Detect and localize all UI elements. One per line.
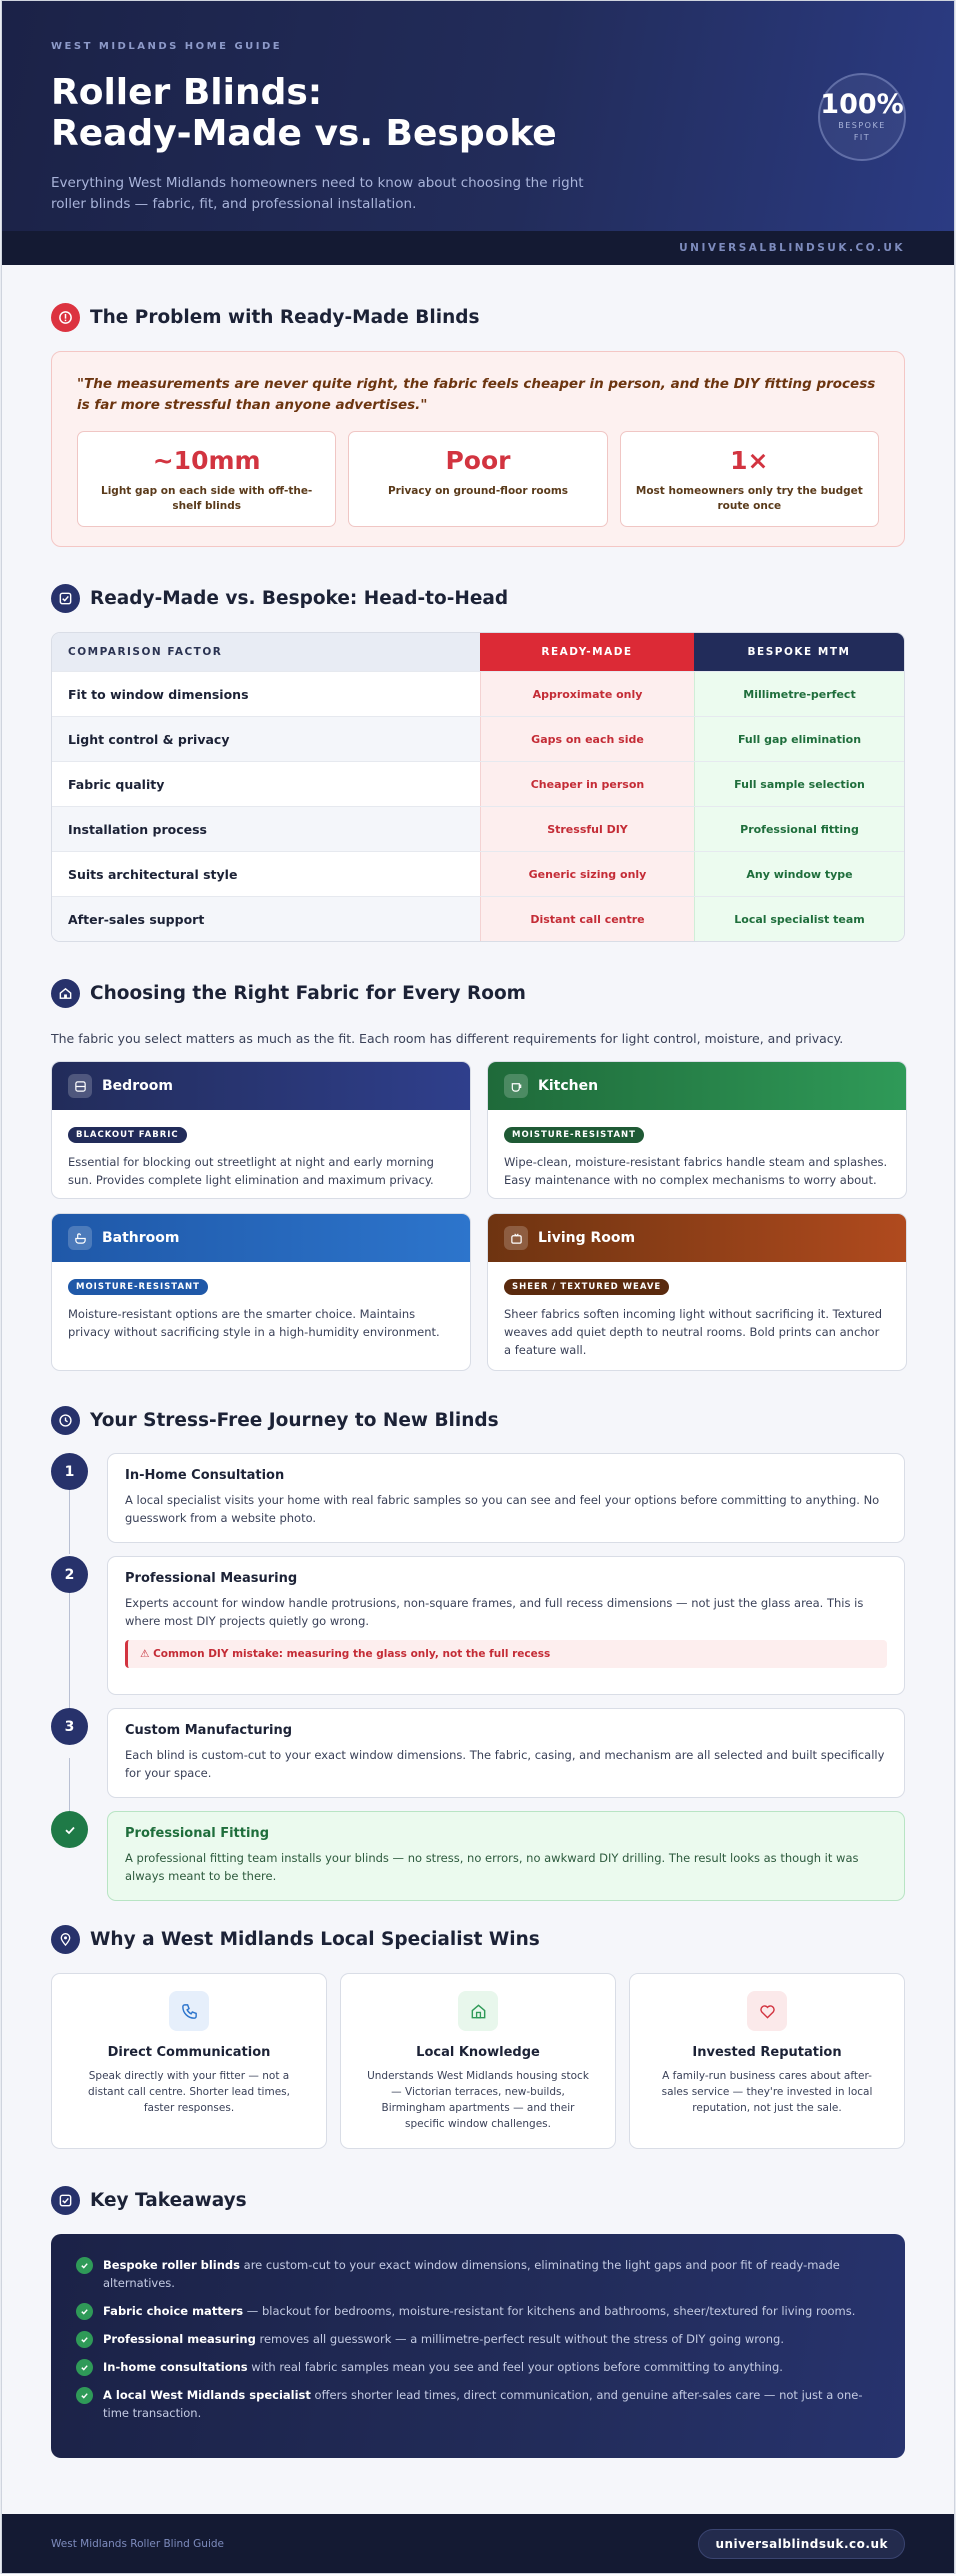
fabric-tag: MOISTURE-RESISTANT (504, 1127, 644, 1143)
fabric-tag: MOISTURE-RESISTANT (68, 1279, 208, 1295)
takeaway-rest: with real fabric samples mean you see and feel your options before committing to anything. (247, 2360, 783, 2374)
stat-caption: Light gap on each side with off-the-shelf blinds (101, 485, 313, 512)
local-card (51, 1973, 327, 2149)
takeaway-bold: In-home consultations (103, 2360, 248, 2374)
problem-title: The Problem with Ready-Made Blinds (90, 307, 480, 328)
page-footer (2, 2514, 954, 2573)
row-bespoke: Full gap elimination (694, 717, 904, 761)
home-icon (458, 1991, 498, 2031)
row-ready-made: Generic sizing only (480, 852, 694, 896)
stat-value: ~10mm (152, 446, 261, 475)
step-text: A professional fitting team installs your blinds — no stress, no errors, no awkward DIY drilling. The result looks as though it was always meant to be there. (125, 1851, 859, 1883)
room-body (52, 1262, 470, 1355)
room-card-living-room (487, 1213, 907, 1371)
takeaway-bold: Fabric choice matters (103, 2304, 244, 2318)
row-ready-made: Distant call centre (480, 897, 694, 941)
table-row (52, 896, 904, 941)
footer-text: West Midlands Roller Blind Guide (51, 2537, 224, 2550)
eyebrow: WEST MIDLANDS HOME GUIDE (51, 41, 283, 52)
diy-warning: ⚠ Common DIY mistake: measuring the glass only, not the full recess (125, 1640, 887, 1668)
takeaway-text (103, 2386, 880, 2422)
comparison-table (51, 632, 905, 942)
takeaways-title: Key Takeaways (90, 2190, 247, 2211)
room-name: Bedroom (102, 1078, 173, 1094)
problem-heading (51, 303, 905, 332)
problem-stats (77, 431, 879, 527)
local-card-text: Understands West Midlands housing stock — Victorian terraces, new-builds, Birmingham apartments — and their specific window challenges. (367, 2070, 589, 2130)
stat-value: 1× (730, 446, 769, 475)
table-row (52, 806, 904, 851)
journey-title: Your Stress-Free Journey to New Blinds (90, 1410, 499, 1431)
comparison-title: Ready-Made vs. Bespoke: Head-to-Head (90, 588, 509, 609)
step-title: Professional Fitting (125, 1826, 269, 1841)
badge-line-2: FIT (853, 133, 871, 142)
step-card (107, 1708, 905, 1798)
journey-step (51, 1556, 905, 1695)
row-bespoke: Millimetre-perfect (694, 672, 904, 716)
step-card (107, 1556, 905, 1695)
room-header (52, 1062, 470, 1110)
step-text: Each blind is custom-cut to your exact window dimensions. The fabric, casing, and mechanism are all selected and built specifically for your space. (125, 1748, 885, 1780)
checkbox-icon (51, 2186, 80, 2215)
journey-heading (51, 1406, 905, 1435)
takeaway-item (76, 2358, 880, 2376)
clock-icon (51, 1406, 80, 1435)
stat-value: Poor (445, 446, 511, 475)
hero-url-strip[interactable]: UNIVERSALBLINDSUK.CO.UK (2, 231, 954, 265)
takeaway-text (103, 2358, 783, 2376)
fabric-tag: SHEER / TEXTURED WEAVE (504, 1279, 669, 1295)
row-factor: Suits architectural style (68, 866, 238, 882)
step-card (107, 1453, 905, 1543)
hero-lead: Everything West Midlands homeowners need to know about choosing the right roller blinds — fabric, fit, and professional installation. (51, 175, 584, 212)
stat-card (77, 431, 336, 527)
problem-section (2, 303, 954, 547)
takeaway-rest: are custom-cut to your exact window dimensions, eliminating the light gaps and poor fit of ready-made alternatives. (103, 2258, 840, 2290)
room-header (52, 1214, 470, 1262)
journey-step (51, 1708, 905, 1798)
takeaway-item (76, 2256, 880, 2292)
takeaway-item (76, 2302, 880, 2320)
local-card-text: Speak directly with your fitter — not a distant call centre. Shorter lead times, faster responses. (88, 2070, 290, 2114)
stat-card (348, 431, 607, 527)
row-factor: Fit to window dimensions (68, 686, 249, 702)
row-bespoke: Full sample selection (694, 762, 904, 806)
takeaway-bold: A local West Midlands specialist (103, 2388, 311, 2402)
room-card-bathroom (51, 1213, 471, 1371)
local-heading (51, 1925, 905, 1954)
room-name: Kitchen (538, 1078, 599, 1094)
takeaway-rest: removes all guesswork — a millimetre-perfect result without the stress of DIY going wrong. (255, 2332, 784, 2346)
room-body (488, 1110, 906, 1199)
room-text: Sheer fabrics soften incoming light without sacrificing it. Textured weaves add quiet depth to neutral rooms. Bold prints can anchor a feature wall. (504, 1307, 883, 1357)
fabric-title: Choosing the Right Fabric for Every Room (90, 983, 526, 1004)
table-row (52, 716, 904, 761)
takeaway-text (103, 2256, 880, 2292)
house-icon (51, 979, 80, 1008)
journey-step (51, 1811, 905, 1901)
title-line-1: Roller Blinds: (51, 72, 323, 113)
fabric-heading (51, 979, 905, 1008)
local-title: Why a West Midlands Local Specialist Wins (90, 1929, 540, 1950)
page-title (51, 72, 905, 154)
footer-url-link[interactable]: universalblindsuk.co.uk (698, 2529, 905, 2559)
local-section (2, 1925, 954, 2149)
check-icon (76, 2303, 93, 2320)
row-bespoke: Local specialist team (694, 897, 904, 941)
takeaway-item (76, 2330, 880, 2348)
infographic-page (1, 0, 955, 2574)
stat-caption: Most homeowners only try the budget route once (635, 485, 863, 512)
stat-card (620, 431, 879, 527)
fabric-tag: BLACKOUT FABRIC (68, 1127, 187, 1143)
takeaway-bold: Bespoke roller blinds (103, 2258, 240, 2272)
check-icon (76, 2359, 93, 2376)
phone-icon (169, 1991, 209, 2031)
room-body (52, 1110, 470, 1199)
room-card-bedroom (51, 1061, 471, 1199)
local-card (340, 1973, 616, 2149)
room-header (488, 1062, 906, 1110)
local-card-title: Local Knowledge (416, 2045, 540, 2060)
row-ready-made: Stressful DIY (480, 807, 694, 851)
hero-header (2, 1, 954, 231)
comparison-section (2, 584, 954, 942)
fabric-intro: The fabric you select matters as much as the fit. Each room has different requirements for light control, moisture, and privacy. (51, 1031, 844, 1046)
fabric-section (2, 979, 954, 1371)
heart-icon (747, 1991, 787, 2031)
row-bespoke: Any window type (694, 852, 904, 896)
map-pin-icon (51, 1925, 80, 1954)
check-icon (51, 1811, 88, 1848)
table-row (52, 761, 904, 806)
cup-icon (504, 1074, 528, 1098)
room-text: Essential for blocking out streetlight at night and early morning sun. Provides complete light elimination and maximum privacy. (68, 1155, 434, 1187)
badge-line-1: BESPOKE (838, 121, 886, 130)
row-factor: Fabric quality (68, 776, 165, 792)
check-icon (76, 2257, 93, 2274)
step-connector (69, 1490, 70, 1554)
step-text: Experts account for window handle protrusions, non-square frames, and full recess dimensions — not just the glass area. This is where most DIY projects quietly go wrong. (125, 1596, 864, 1628)
local-card-text: A family-run business cares about after-sales service — they're invested in local reputation, not just the sale. (661, 2070, 873, 2114)
row-ready-made: Gaps on each side (480, 717, 694, 761)
problem-box (51, 351, 905, 547)
checkbox-icon (51, 584, 80, 613)
alert-icon (51, 303, 80, 332)
takeaway-rest: offers shorter lead times, direct communication, and genuine after-sales care — not just a one-time transaction. (103, 2388, 863, 2420)
takeaways-heading (51, 2186, 905, 2215)
header-bespoke: BESPOKE MTM (694, 633, 904, 671)
row-ready-made: Approximate only (480, 672, 694, 716)
comparison-heading (51, 584, 905, 613)
journey-section (2, 1406, 954, 1901)
local-cards (51, 1973, 905, 2149)
room-grid (51, 1061, 905, 1371)
title-line-2: Ready-Made vs. Bespoke (51, 113, 557, 154)
step-title: Professional Measuring (125, 1571, 298, 1586)
local-card (629, 1973, 905, 2149)
table-row (52, 671, 904, 716)
takeaway-text (103, 2302, 855, 2320)
problem-quote: "The measurements are never quite right, the fabric feels cheaper in person, and the DIY fitting process is far more stressful than anyone advertises." (77, 376, 876, 413)
row-bespoke: Professional fitting (694, 807, 904, 851)
local-card-title: Invested Reputation (692, 2045, 842, 2060)
badge-value: 100% (820, 89, 904, 120)
takeaway-text (103, 2330, 784, 2348)
room-body (488, 1262, 906, 1371)
journey-steps (51, 1453, 905, 1901)
bath-icon (68, 1226, 92, 1250)
local-card-title: Direct Communication (107, 2045, 271, 2060)
room-card-kitchen (487, 1061, 907, 1199)
takeaways-section (2, 2186, 954, 2458)
room-name: Living Room (538, 1230, 636, 1246)
check-icon (76, 2331, 93, 2348)
takeaways-box (51, 2234, 905, 2458)
bespoke-fit-badge (818, 73, 906, 161)
step-number: 1 (51, 1453, 88, 1490)
step-connector (69, 1593, 70, 1719)
journey-step (51, 1453, 905, 1543)
table-header-row (52, 633, 904, 671)
header-factor: COMPARISON FACTOR (52, 633, 480, 671)
step-title: In-Home Consultation (125, 1468, 285, 1483)
step-title: Custom Manufacturing (125, 1723, 293, 1738)
row-factor: Installation process (52, 807, 480, 851)
row-ready-made: Cheaper in person (480, 762, 694, 806)
takeaway-bold: Professional measuring (103, 2332, 256, 2346)
check-icon (76, 2387, 93, 2404)
tv-icon (504, 1226, 528, 1250)
takeaway-rest: — blackout for bedrooms, moisture-resistant for kitchens and bathrooms, sheer/textured for living rooms. (243, 2304, 856, 2318)
row-factor: Light control & privacy (52, 717, 480, 761)
step-number: 2 (51, 1556, 88, 1593)
bed-icon (68, 1074, 92, 1098)
room-name: Bathroom (102, 1230, 180, 1246)
header-ready-made: READY-MADE (480, 633, 694, 671)
step-text: A local specialist visits your home with real fabric samples so you can see and feel your options before committing to anything. No guesswork from a website photo. (125, 1493, 880, 1525)
table-row (52, 851, 904, 896)
row-factor: After-sales support (52, 897, 480, 941)
stat-caption: Privacy on ground-floor rooms (387, 485, 569, 497)
step-number: 3 (51, 1708, 88, 1745)
room-text: Moisture-resistant options are the smarter choice. Maintains privacy without sacrificing style in a high-humidity environment. (68, 1307, 440, 1339)
room-header (488, 1214, 906, 1262)
room-text: Wipe-clean, moisture-resistant fabrics handle steam and splashes. Easy maintenance with no complex mechanisms to worry about. (504, 1155, 888, 1187)
takeaway-item (76, 2386, 880, 2422)
step-card-complete (107, 1811, 905, 1901)
